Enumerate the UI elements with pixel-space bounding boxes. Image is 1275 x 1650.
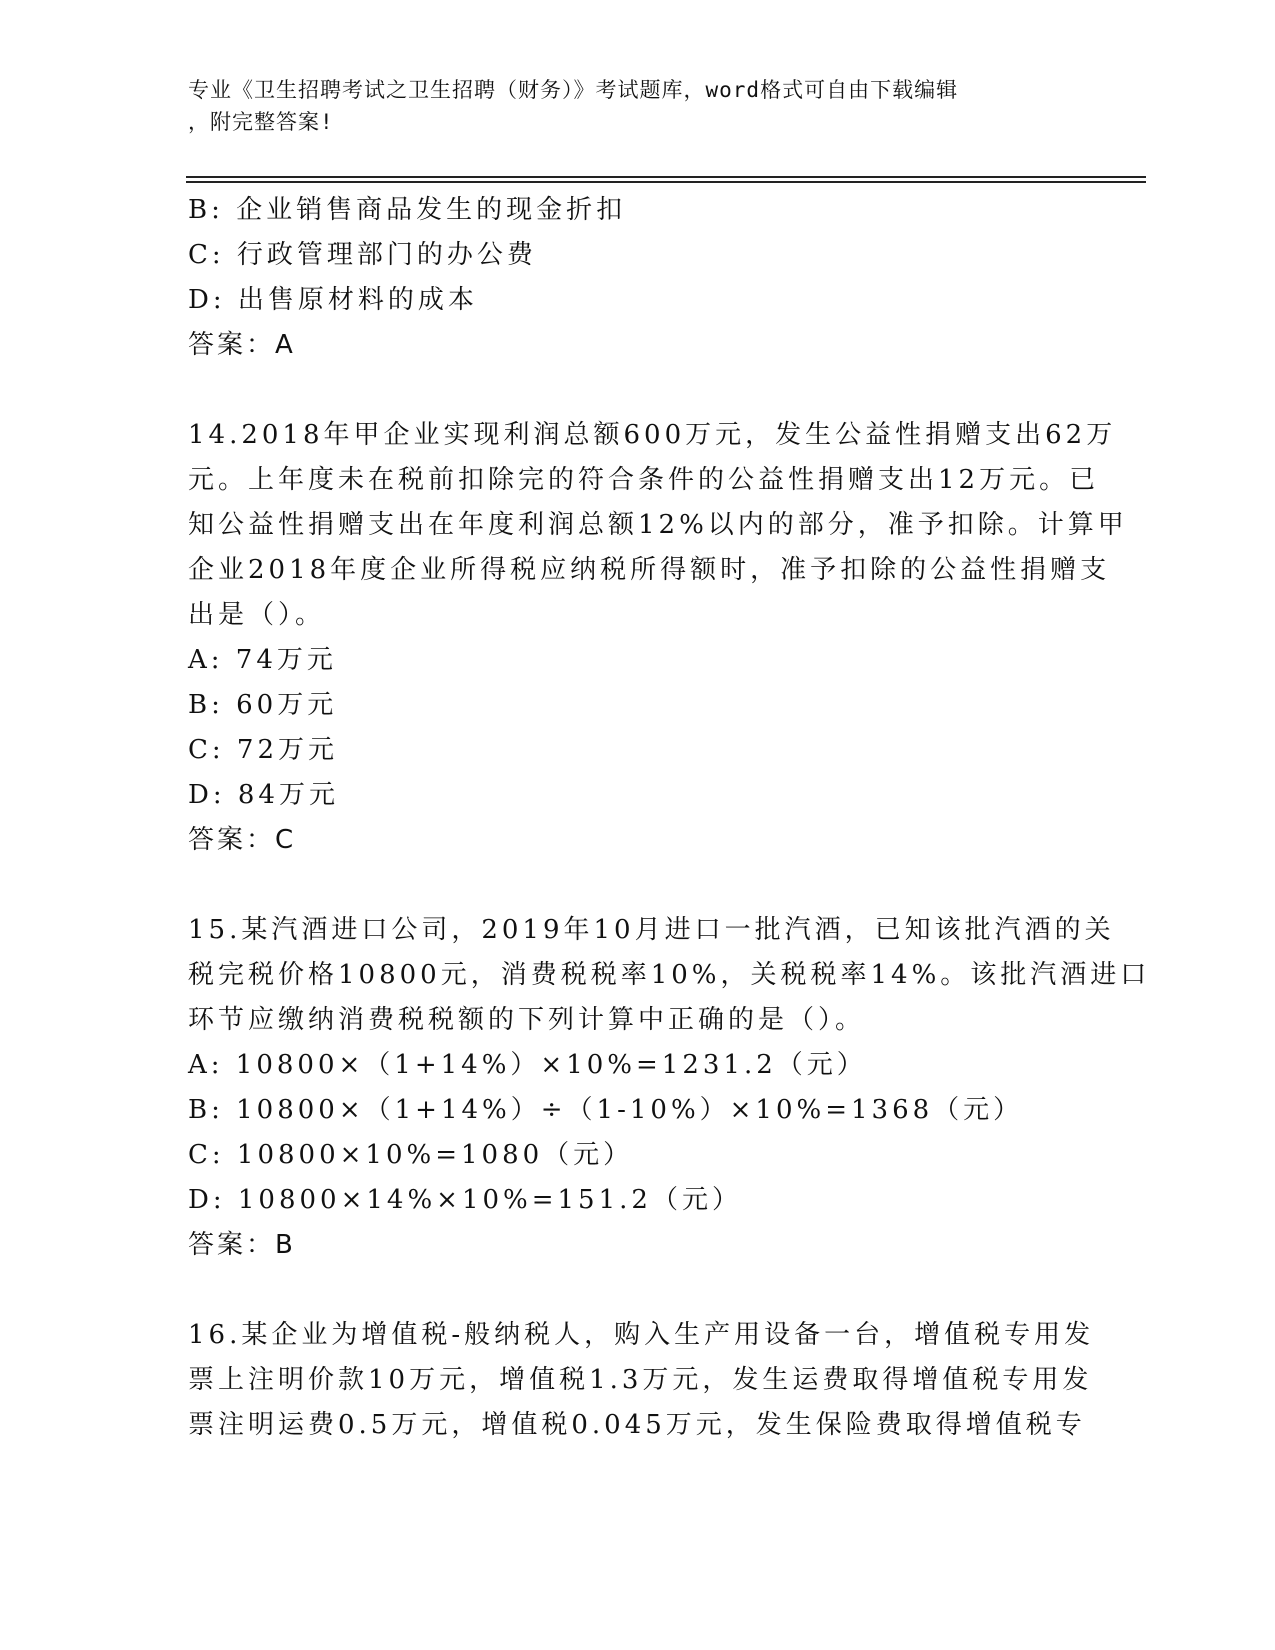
spacer <box>188 1268 1088 1313</box>
question-stem-line: 出是（）。 <box>188 600 326 630</box>
option-b: B: 10800×（1+14%）÷（1-10%）×10%=1368（元） <box>188 1095 1024 1125</box>
option-c: C: 72万元 <box>188 735 339 765</box>
question-stem-line: 票注明运费0.5万元，增值税0.045万元，发生保险费取得增值税专 <box>188 1410 1086 1440</box>
question-16 <box>188 1313 1095 1448</box>
question-stem-line: 元。上年度未在税前扣除完的符合条件的公益性捐赠支出12万元。已 <box>188 465 1100 495</box>
question-stem-line: 16.某企业为增值税-般纳税人，购入生产用设备一台，增值税专用发 <box>188 1320 1095 1350</box>
answer-line: 答案：C <box>188 825 297 855</box>
question-stem-line: 15.某汽酒进口公司，2019年10月进口一批汽酒，已知该批汽酒的关 <box>188 915 1115 945</box>
question-stem-line: 14.2018年甲企业实现利润总额600万元，发生公益性捐赠支出62万 <box>188 420 1117 450</box>
option-b: B: 企业销售商品发生的现金折扣 <box>188 195 627 225</box>
question-stem-line: 税完税价格10800元，消费税税率10%，关税税率14%。该批汽酒进口 <box>188 960 1151 990</box>
spacer <box>188 368 1088 413</box>
question-15 <box>188 908 1151 1268</box>
question-stem-line: 知公益性捐赠支出在年度利润总额12%以内的部分，准予扣除。计算甲 <box>188 510 1128 540</box>
option-c: C: 行政管理部门的办公费 <box>188 240 537 270</box>
spacer <box>188 863 1088 908</box>
header-line-1: 专业《卫生招聘考试之卫生招聘（财务）》考试题库，word格式可自由下载编辑 <box>188 78 959 102</box>
question-13-tail <box>188 188 1088 368</box>
option-d: D: 84万元 <box>188 780 339 810</box>
answer-line: 答案：A <box>188 330 296 360</box>
option-d: D: 10800×14%×10%=151.2（元） <box>188 1185 742 1215</box>
option-c: C: 10800×10%=1080（元） <box>188 1140 634 1170</box>
question-14 <box>188 413 1128 863</box>
question-stem-line: 环节应缴纳消费税税额的下列计算中正确的是（）。 <box>188 1005 866 1035</box>
header-divider-top <box>186 176 1146 178</box>
document-header <box>188 74 1088 138</box>
option-a: A: 10800×（1+14%）×10%=1231.2（元） <box>188 1050 867 1080</box>
question-content <box>188 188 1151 1448</box>
option-d: D: 出售原材料的成本 <box>188 285 478 315</box>
question-stem-line: 企业2018年度企业所得税应纳税所得额时，准予扣除的公益性捐赠支 <box>188 555 1111 585</box>
header-line-2: ，附完整答案! <box>188 110 334 134</box>
option-b: B: 60万元 <box>188 690 338 720</box>
answer-line: 答案：B <box>188 1230 296 1260</box>
question-stem-line: 票上注明价款10万元，增值税1.3万元，发生运费取得增值税专用发 <box>188 1365 1093 1395</box>
option-a: A: 74万元 <box>188 645 337 675</box>
header-divider-bottom <box>186 181 1146 183</box>
